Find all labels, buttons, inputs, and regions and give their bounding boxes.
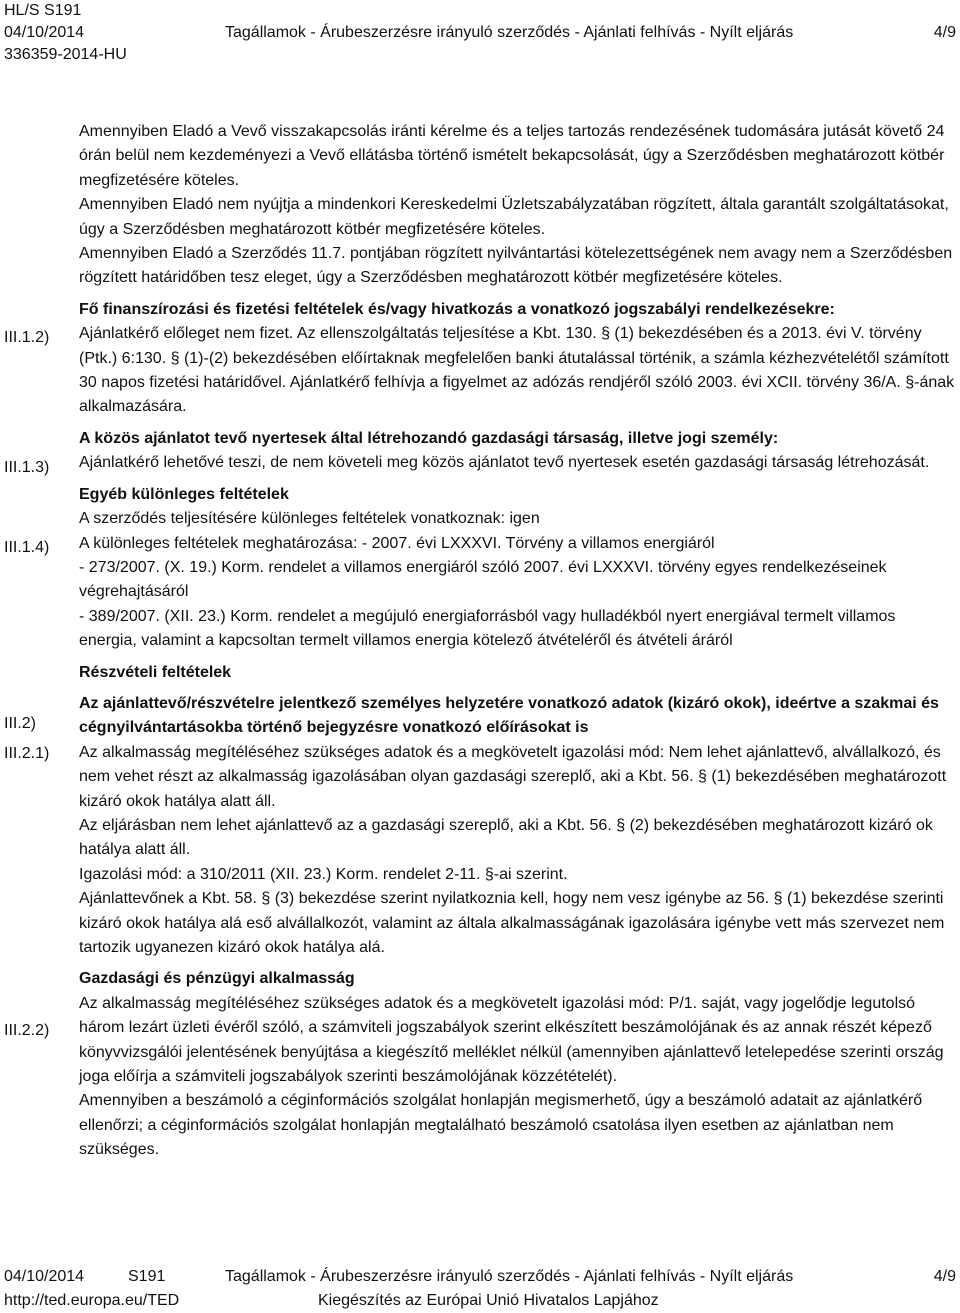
section-number-iii-2-2: III.2.2) bbox=[4, 1022, 50, 1039]
penalty-paragraph-3: Amennyiben Eladó a Szerződés 11.7. pontjában rögzített nyilvántartási kötelezettségének nem avagy nem a Szerződésben rögzített határidőben tesz eleget, úgy a Szerződésben meghatározott kötbér megfizetésére köteles. bbox=[79, 245, 953, 287]
penalty-paragraph-2: Amennyiben Eladó nem nyújtja a mindenkori Kereskedelmi Üzletszabályzatában rögzített, általa garantált szolgáltatásokat, úgy a Szerződésben meghatározott kötbér megfizetésére köteles. bbox=[79, 196, 949, 238]
financing-heading: Fő finanszírozási és fizetési feltételek és/vagy hivatkozás a vonatkozó jogszabályi rendelkezésekre: bbox=[79, 300, 835, 318]
section-number-iii-2-1: III.2.1) bbox=[4, 745, 50, 762]
section-number-iii-2: III.2) bbox=[4, 715, 37, 732]
financing-text: Ajánlatkérő előleget nem fizet. Az ellenszolgáltatás teljesítése a Kbt. 130. § (1) bekezdésében és a 2013. évi V. törvény (Ptk.) 6:130. § (1)-(2) bekezdésében előírtaknak megfelelően banki átutalással történik, a számla kézhezvételétől számított 30 napos fizetési határidővel. Ajánlatkérő felhívja a figyelmet az adózás rendjéről szóló 2003. évi XCII. törvény 36/A. §-ának alkalmazására. bbox=[79, 325, 955, 416]
participation-heading: Részvételi feltételek bbox=[79, 663, 232, 681]
penalty-paragraph-1: Amennyiben Eladó a Vevő visszakapcsolás iránti kérelme és a teljes tartozás rendezésének tudomására jutását követő 24 órán belül nem kezdeményezi a Vevő ellátásba történő ismételt bekapcsolását, úgy a Szerződésben meghatározott kötbér megfizetésére köteles. bbox=[79, 123, 945, 189]
special-conditions-line-2: A különleges feltételek meghatározása: - 2007. évi LXXXVI. Törvény a villamos energiáról bbox=[79, 534, 715, 552]
footer-series: S191 bbox=[128, 1268, 166, 1285]
personal-situation-heading: Az ajánlattevő/részvételre jelentkező személyes helyzetére vonatkozó adatok (kizáró okok), ideértve a szakmai és cégnyilvántartásokba történő bejegyzésre vonatkozó előírásokat is bbox=[79, 694, 939, 737]
header-doc-id: 336359-2014-HU bbox=[4, 46, 127, 63]
special-conditions-line-3: - 273/2007. (X. 19.) Korm. rendelet a villamos energiáról szóló 2007. évi LXXXVI. törvény egyes rendelkezéseinek végrehajtásáról bbox=[79, 558, 887, 601]
personal-situation-paragraph-4: Ajánlattevőnek a Kbt. 58. § (3) bekezdése szerint nyilatkoznia kell, hogy nem vesz igénybe az 56. § (1) bekezdése szerinti kizáró okok hatálya alá eső alvállalkozót, valamint az általa alkalmasságának igazolására igénybe vett más szervezet nem tartozik ugyanezen kizáró okok hatálya alá. bbox=[79, 890, 945, 956]
page-footer bbox=[4, 1265, 956, 1313]
personal-situation-paragraph-1: Az alkalmasság megítéléséhez szükséges adatok és a megkövetelt igazolási mód: Nem lehet ajánlattevő, alvállalkozó, és nem vehet részt az alkalmasság igazolásában olyan gazdasági szereplő, aki a Kbt. 56. § (1) bekezdésében meghatározott kizáró okok hatálya alatt áll. bbox=[79, 743, 947, 810]
special-conditions-heading: Egyéb különleges feltételek bbox=[79, 485, 289, 503]
doc-code: HL/S S191 bbox=[4, 2, 82, 19]
personal-situation-paragraph-3: Igazolási mód: a 310/2011 (XII. 23.) Korm. rendelet 2-11. §-ai szerint. bbox=[79, 865, 568, 883]
section-number-iii-1-2: III.1.2) bbox=[4, 329, 50, 346]
section-number-iii-1-3: III.1.3) bbox=[4, 459, 50, 476]
document-body bbox=[79, 120, 955, 1163]
special-conditions-line-4: - 389/2007. (XII. 23.) Korm. rendelet a megújuló energiaforrásból vagy hulladékból nyert energiával termelt villamos energia, valamint a kapcsoltan termelt villamos energia kötelező átvételéről és átvételi áráról bbox=[79, 607, 896, 650]
page-header bbox=[4, 0, 956, 66]
economic-standing-paragraph-1: Az alkalmasság megítéléséhez szükséges adatok és a megkövetelt igazolási mód: P/1. saját, vagy jogelődje legutolsó három lezárt üzleti évéről szóló, a számviteli jogszabályok szerint elkészített beszámolójának és az annak részét képező könyvvizsgálói jelentésének benyújtása a kiegészítő melléklet nélkül (amennyiben ajánlattevő letelepedése szerinti ország joga előírja a számviteli jogszabályok szerinti beszámolójának közzétételét). bbox=[79, 994, 944, 1086]
section-number-iii-1-4: III.1.4) bbox=[4, 539, 50, 556]
footer-subtitle: Kiegészítés az Európai Unió Hivatalos Lapjához bbox=[318, 1292, 659, 1309]
footer-page-number: 4/9 bbox=[933, 1268, 956, 1285]
consortium-heading: A közös ajánlatot tevő nyertesek által létrehozandó gazdasági társaság, illetve jogi személy: bbox=[79, 429, 779, 447]
header-date: 04/10/2014 bbox=[4, 24, 85, 41]
footer-date: 04/10/2014 bbox=[4, 1268, 85, 1285]
personal-situation-paragraph-2: Az eljárásban nem lehet ajánlattevő az a gazdasági szereplő, aki a Kbt. 56. § (2) bekezdésében meghatározott kizáró ok hatálya alatt áll. bbox=[79, 816, 933, 859]
footer-title: Tagállamok - Árubeszerzésre irányuló szerződés - Ajánlati felhívás - Nyílt eljárás bbox=[225, 1268, 794, 1285]
special-conditions-line-1: A szerződés teljesítésére különleges feltételek vonatkoznak: igen bbox=[79, 510, 540, 528]
consortium-text: Ajánlatkérő lehetővé teszi, de nem követeli meg közös ajánlatot tevő nyertesek esetén gazdasági társaság létrehozását. bbox=[79, 454, 930, 472]
footer-url: http://ted.europa.eu/TED bbox=[4, 1292, 180, 1309]
header-title: Tagállamok - Árubeszerzésre irányuló szerződés - Ajánlati felhívás - Nyílt eljárás bbox=[225, 24, 794, 41]
economic-standing-paragraph-2: Amennyiben a beszámoló a céginformációs szolgálat honlapján megismerhető, úgy a beszámoló adatait az ajánlatkérő ellenőrzi; a céginformációs szolgálat honlapján megtalálható beszámoló csatolása ilyen esetben az ajánlatban nem szükséges. bbox=[79, 1092, 923, 1159]
economic-standing-heading: Gazdasági és pénzügyi alkalmasság bbox=[79, 970, 355, 988]
header-page-number: 4/9 bbox=[933, 24, 956, 41]
